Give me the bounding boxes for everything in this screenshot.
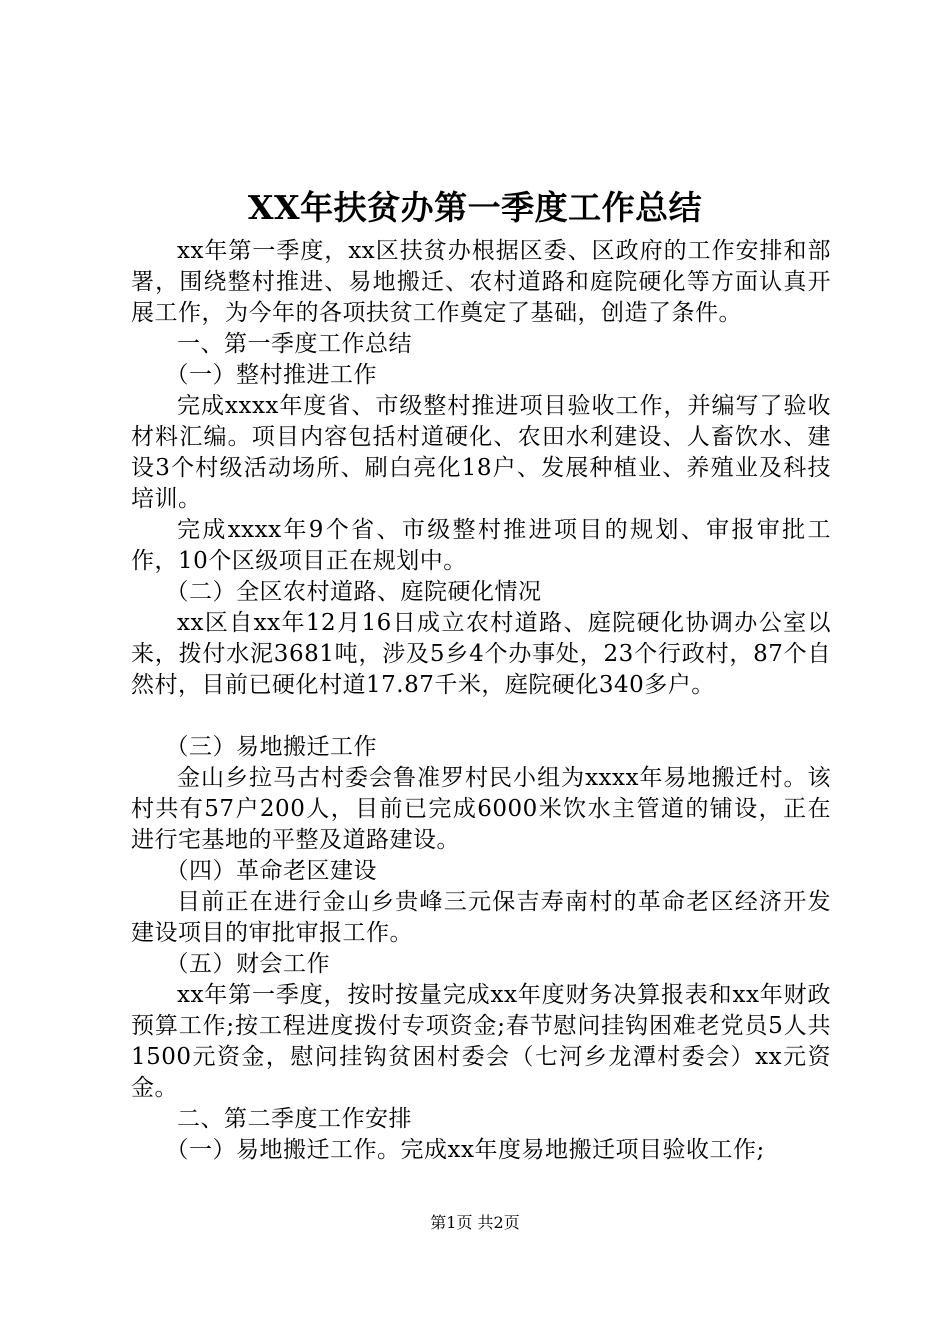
subsection-1-paragraph-1: 完成xxxx年度省、市级整村推进项目验收工作，并编写了验收材料汇编。项目内容包括村道硬化、农田水利建设、人畜饮水、建设3个村级活动场所、刷白亮化18户、发展种植业、养殖业及科技培训。 <box>131 393 831 512</box>
section-2-heading: 二、第二季度工作安排 <box>177 1106 412 1132</box>
subsection-3-heading: （三）易地搬迁工作 <box>165 734 377 760</box>
subsection-5-paragraph-1: xx年第一季度，按时按量完成xx年度财务决算报表和xx年财政预算工作;按工程进度拨付专项资金;春节慰问挂钩困难老党员5人共1500元资金，慰问挂钩贫困村委会（七河乡龙潭村委会）xx元资金。 <box>131 982 831 1101</box>
subsection-2-paragraph-1: xx区自xx年12月16日成立农村道路、庭院硬化协调办公室以来，拨付水泥3681吨，涉及5乡4个办事处，23个行政村，87个自然村，目前已硬化村道17.87千米，庭院硬化340多户。 <box>131 610 831 698</box>
subsection-3-paragraph-1: 金山乡拉马古村委会鲁准罗村民小组为xxxx年易地搬迁村。该村共有57户200人，目前已完成6000米饮水主管道的铺设，正在进行宅基地的平整及道路建设。 <box>131 765 831 853</box>
subsection-4-heading: （四）革命老区建设 <box>165 858 377 884</box>
subsection-2-heading: （二）全区农村道路、庭院硬化情况 <box>165 579 542 605</box>
blank-line <box>131 701 831 732</box>
section-1-heading: 一、第一季度工作总结 <box>177 331 412 357</box>
subsection-5-heading: （五）财会工作 <box>165 951 330 977</box>
intro-paragraph: xx年第一季度，xx区扶贫办根据区委、区政府的工作安排和部署，围绕整村推进、易地搬迁、农村道路和庭院硬化等方面认真开展工作，为今年的各项扶贫工作奠定了基础，创造了条件。 <box>131 238 831 326</box>
subsection-1-heading: （一）整村推进工作 <box>165 362 377 388</box>
page-footer: 第1页 共2页 <box>430 1213 520 1232</box>
document-title: XX年扶贫办第一季度工作总结 <box>247 188 703 227</box>
subsection-1-paragraph-2: 完成xxxx年9个省、市级整村推进项目的规划、审报审批工作，10个区级项目正在规划中。 <box>131 517 831 574</box>
section-2-paragraph-1: （一）易地搬迁工作。完成xx年度易地搬迁项目验收工作; <box>165 1137 765 1163</box>
document-body <box>131 236 831 1166</box>
subsection-4-paragraph-1: 目前正在进行金山乡贵峰三元保吉寿南村的革命老区经济开发建设项目的审批审报工作。 <box>131 889 831 946</box>
